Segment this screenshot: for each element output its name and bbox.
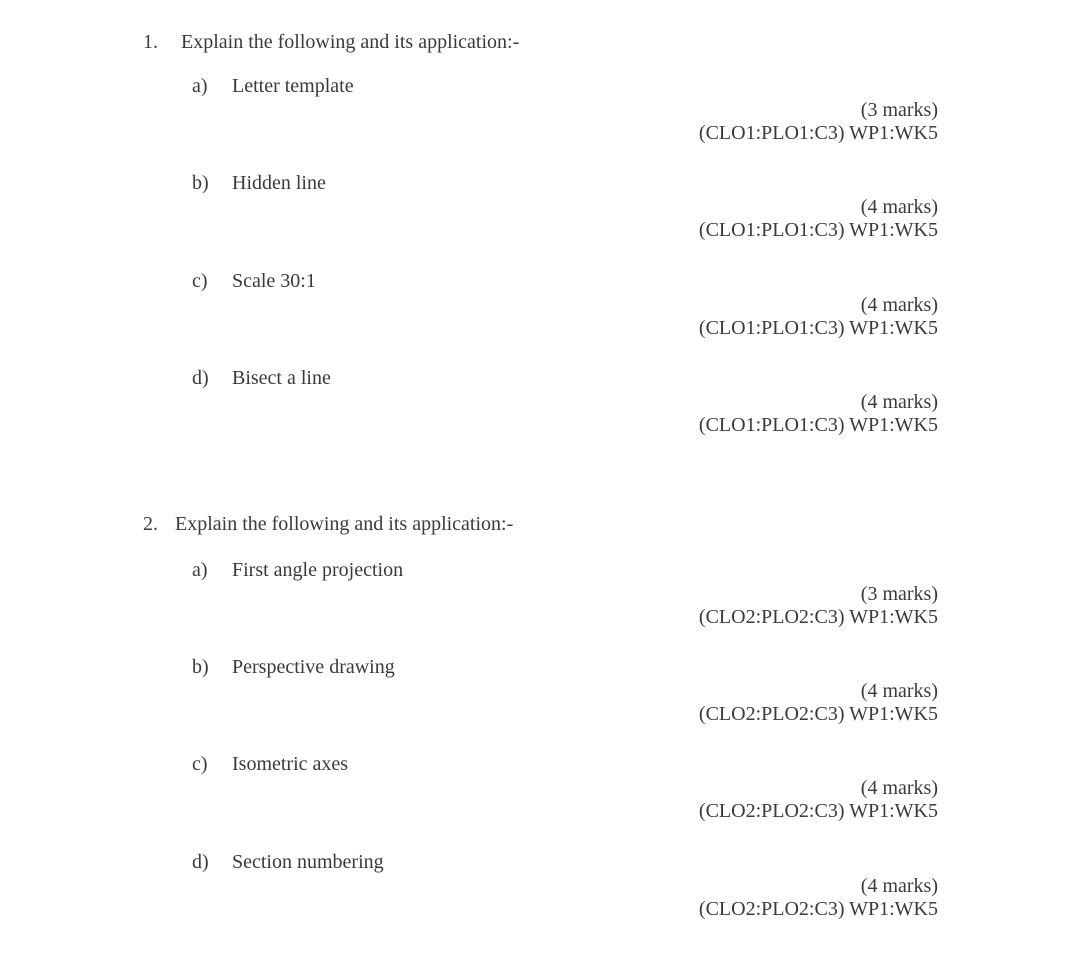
question-text: Explain the following and its application:- [181,31,520,53]
question-1-item-d [192,366,331,390]
marks-label: (4 marks) [860,875,938,897]
item-text: Isometric axes [232,753,349,775]
question-2-item-c [192,752,348,776]
question-1-item-b [192,171,326,195]
item-letter: b) [192,656,209,678]
item-letter: c) [192,753,208,775]
question-1-item-c-marks [699,294,938,340]
outcome-codes: (CLO2:PLO2:C3) WP1:WK5 [698,898,938,920]
outcome-codes: (CLO1:PLO1:C3) WP1:WK5 [698,219,938,241]
marks-label: (4 marks) [860,777,938,799]
question-1-item-b-marks [699,196,938,242]
question-text: Explain the following and its application:- [175,513,514,535]
question-2-item-c-marks [699,777,938,823]
marks-label: (3 marks) [860,583,938,605]
question-2-item-d-marks [699,875,938,921]
question-number: 1. [143,31,158,53]
question-1-item-a [192,74,354,98]
outcome-codes: (CLO2:PLO2:C3) WP1:WK5 [698,800,938,822]
marks-label: (4 marks) [860,294,938,316]
item-text: Section numbering [232,851,384,873]
item-text: Letter template [232,75,354,97]
item-text: Scale 30:1 [232,270,316,292]
item-text: Hidden line [232,172,326,194]
question-1-heading [143,30,519,54]
marks-label: (4 marks) [860,196,938,218]
item-letter: d) [192,367,209,389]
marks-label: (4 marks) [860,391,938,413]
question-1-item-d-marks [699,391,938,437]
item-text: First angle projection [232,559,404,581]
outcome-codes: (CLO2:PLO2:C3) WP1:WK5 [698,703,938,725]
item-letter: a) [192,559,208,581]
outcome-codes: (CLO1:PLO1:C3) WP1:WK5 [698,122,938,144]
item-letter: b) [192,172,209,194]
marks-label: (4 marks) [860,680,938,702]
item-text: Bisect a line [232,367,331,389]
question-2-item-b-marks [699,680,938,726]
question-2-heading [143,512,513,536]
question-2-item-a-marks [699,583,938,629]
question-1-item-c [192,269,316,293]
item-letter: a) [192,75,208,97]
question-2-item-a [192,558,403,582]
item-letter: d) [192,851,209,873]
item-letter: c) [192,270,208,292]
marks-label: (3 marks) [860,99,938,121]
outcome-codes: (CLO1:PLO1:C3) WP1:WK5 [698,317,938,339]
item-text: Perspective drawing [232,656,395,678]
outcome-codes: (CLO2:PLO2:C3) WP1:WK5 [698,606,938,628]
question-number: 2. [143,513,158,535]
question-1-item-a-marks [699,99,938,145]
question-2-item-d [192,850,384,874]
outcome-codes: (CLO1:PLO1:C3) WP1:WK5 [698,414,938,436]
question-2-item-b [192,655,395,679]
